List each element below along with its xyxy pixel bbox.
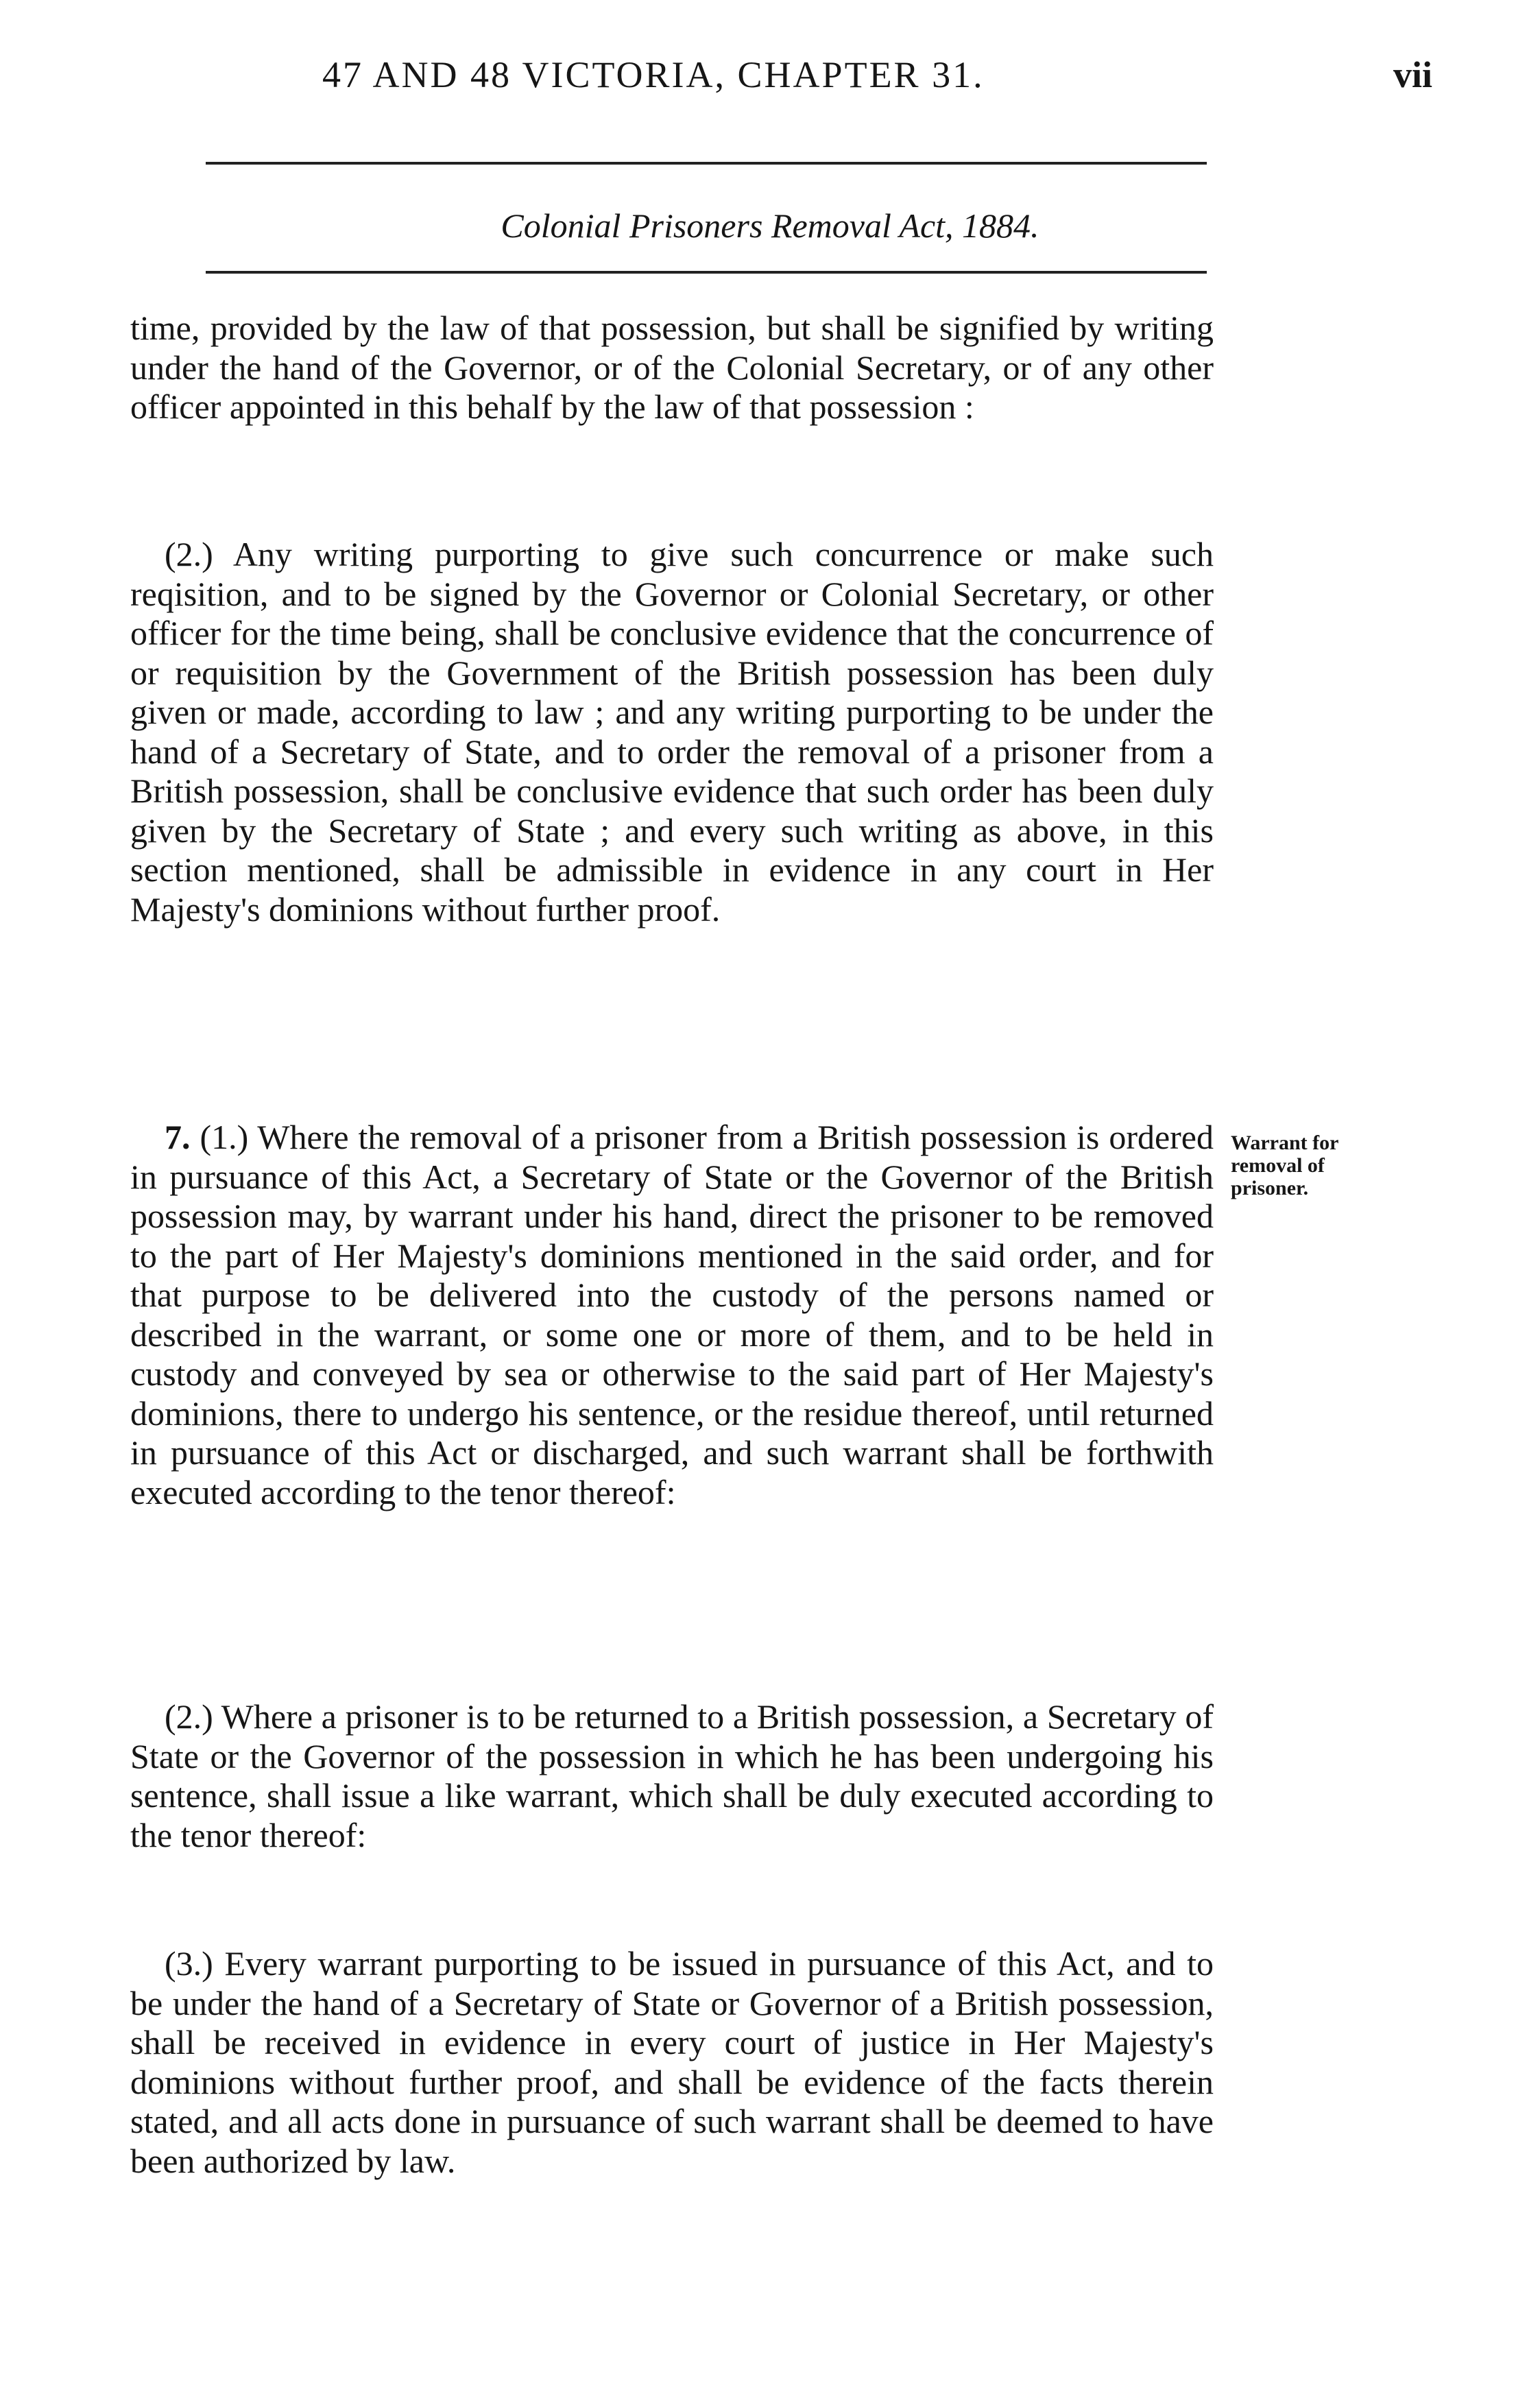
page-header — [0, 53, 1540, 108]
page-number: vii — [1393, 54, 1433, 95]
marginal-note: Warrant for removal of prisoner. — [1231, 1132, 1338, 1199]
act-title: Colonial Prisoners Removal Act, 1884. — [501, 206, 1039, 245]
paragraph-section-7-subsection-3: (3.) Every warrant purporting to be issued in pursuance of this Act, and to be under the hand of a Secretary of State or Governor of a British possession, shall be received in evidence in every court of justice in Her Majesty's dominions without further proof, and shall be evidence of the facts therein stated, and all acts done in pursuance of such warrant shall be deemed to have been authorized by law. — [130, 1944, 1214, 2180]
paragraph-section-7-subsection-2: (2.) Where a prisoner is to be returned to a British possession, a Secretary of State or the Governor of the possession in which he has been undergoing his sentence, shall issue a like warrant, which shall be duly executed according to the tenor thereof: — [130, 1697, 1214, 1854]
header-rule-bottom — [206, 271, 1207, 274]
paragraph-section-7-subsection-1 — [130, 1118, 1214, 1512]
section-7-text: (1.) Where the removal of a prisoner from a British possession is ordered in pursuance of this Act, a Secretary of State or the Governor of the British possession may, by warrant under his hand, direct the prisoner to be removed to the part of Her Majesty's dominions mentioned in the said order, and for that purpose to be delivered into the custody of the persons named or described in the warrant, or some one or more of them, and to be held in custody and conveyed by sea or otherwise to the said part of Her Majesty's dominions, there to undergo his sentence, or the residue thereof, until returned in pursuance of this Act or discharged, and such warrant shall be forthwith executed according to the tenor thereof: — [130, 1118, 1214, 1511]
header-rule-top — [206, 162, 1207, 165]
paragraph-subsection-2: (2.) Any writing purporting to give such concurrence or make such reqisition, and to be signed by the Governor or Colonial Secretary, or other officer for the time being, shall be conclusive evidence that the concurrence of or requisition by the Government of the British possession has been duly given or made, according to law ; and any writing purporting to be under the hand of a Secretary of State, and to order the removal of a prisoner from a British possession, shall be conclusive evidence that such order has been duly given by the Secretary of State ; and every such writing as above, in this section mentioned, shall be admissible in evidence in any court in Her Majesty's dominions without further proof. — [130, 535, 1214, 929]
paragraph-continuation: time, provided by the law of that possession, but shall be signified by writing under the hand of the Governor, or of the Colonial Secretary, or of any other officer appointed in this behalf by the law of that possession : — [130, 309, 1214, 426]
running-head: 47 AND 48 VICTORIA, CHAPTER 31. — [322, 54, 985, 95]
section-number: 7. — [165, 1118, 191, 1156]
